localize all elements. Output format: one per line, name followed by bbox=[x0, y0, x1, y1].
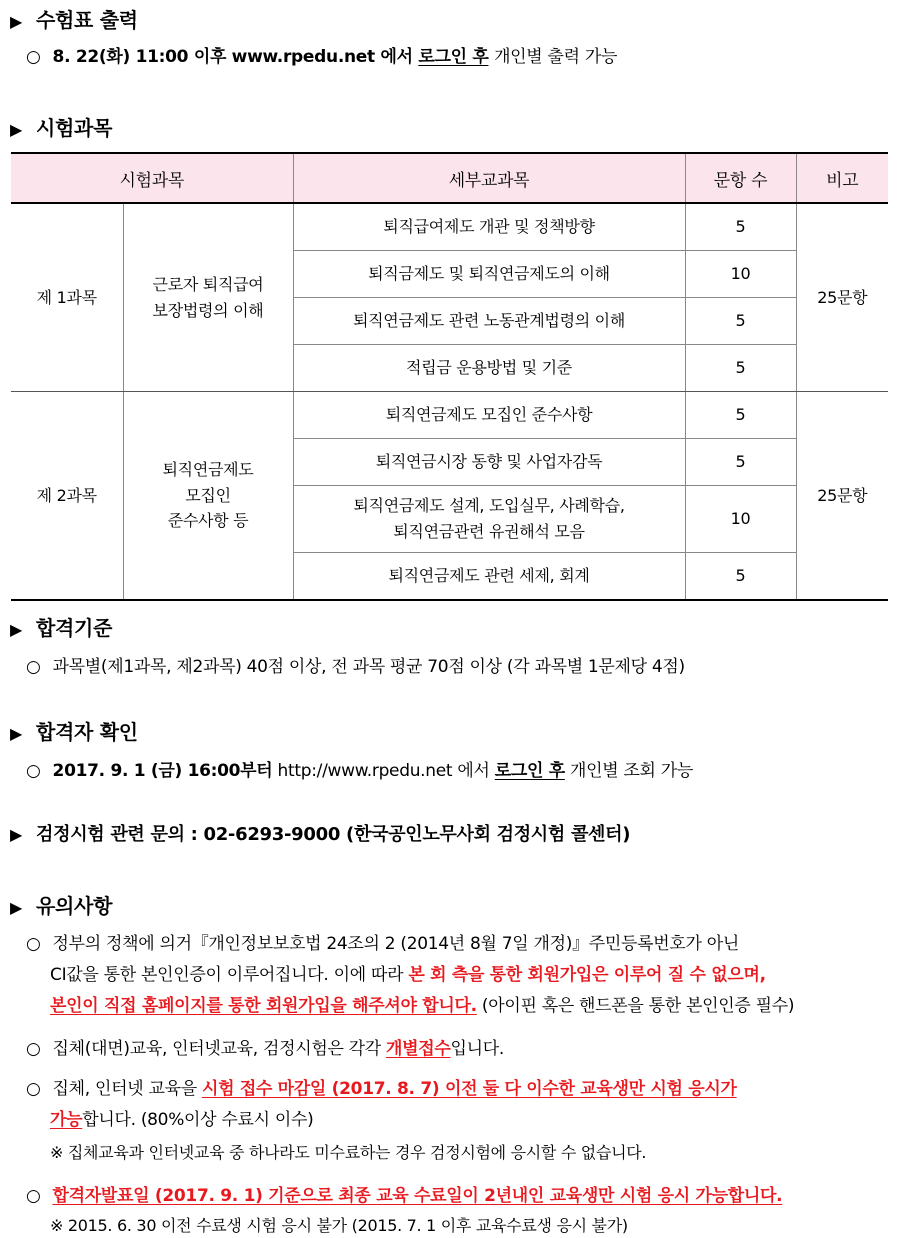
detail-cell: 퇴직연금시장 동향 및 사업자감독 bbox=[293, 439, 685, 486]
note-cell: 25문항 bbox=[796, 203, 888, 392]
count-cell: 5 bbox=[685, 392, 796, 439]
section-heading-inquiry bbox=[10, 820, 630, 846]
note-3-red-underlined: 시험 접수 마감일 (2017. 8. 7) 이전 둘 다 이수한 교육생만 시험 응시가 bbox=[201, 1079, 737, 1099]
circle-bullet-icon: ○ bbox=[26, 1186, 41, 1206]
count-cell: 10 bbox=[685, 251, 796, 298]
detail-line: 퇴직연금관련 유권해석 모음 bbox=[393, 522, 585, 541]
note-3-text-a: 집체, 인터넷 교육을 bbox=[52, 1079, 197, 1099]
note-1-line-3 bbox=[50, 991, 794, 1016]
detail-cell: 퇴직연금제도 모집인 준수사항 bbox=[293, 392, 685, 439]
section-title: 수험표 출력 bbox=[36, 8, 138, 32]
subject-name-line: 준수사항 등 bbox=[167, 511, 249, 531]
pass-check-date: 2017. 9. 1 (금) 16:00부터 bbox=[52, 761, 273, 781]
count-cell: 5 bbox=[685, 553, 796, 601]
pass-criteria-line bbox=[26, 652, 685, 677]
triangle-marker-icon: ▶ bbox=[10, 825, 23, 844]
pass-check-login-emphasis: 로그인 후 bbox=[494, 761, 565, 781]
note-1-red-text: 본 회 측을 통한 회원가입은 이루어 질 수 없으며, bbox=[408, 965, 766, 985]
count-cell: 10 bbox=[685, 486, 796, 553]
pass-check-line bbox=[26, 756, 693, 781]
subject-name bbox=[123, 203, 293, 392]
note-1-line-1 bbox=[26, 929, 739, 954]
detail-cell: 퇴직금제도 및 퇴직연금제도의 이해 bbox=[293, 251, 685, 298]
note-4-line bbox=[26, 1181, 782, 1206]
count-cell: 5 bbox=[685, 345, 796, 392]
note-3-line-1 bbox=[26, 1074, 737, 1099]
header-note: 비고 bbox=[796, 153, 888, 203]
detail-cell: 퇴직급여제도 개관 및 정책방향 bbox=[293, 203, 685, 251]
section-heading-notes bbox=[10, 890, 112, 919]
detail-line: 퇴직연금제도 설계, 도입실무, 사례학습, bbox=[353, 496, 625, 516]
ticket-login-emphasis: 로그인 후 bbox=[418, 47, 489, 67]
section-title: 시험과목 bbox=[36, 116, 113, 140]
detail-cell: 퇴직연금제도 관련 노동관계법령의 이해 bbox=[293, 298, 685, 345]
note-1-text-a: 정부의 정책에 의거『개인정보보호법 24조의 2 (2014년 8월 7일 개정)』주민등록번호가 아닌 bbox=[52, 934, 739, 954]
subject-name bbox=[123, 392, 293, 601]
subjects-table bbox=[11, 152, 888, 601]
header-count: 문항 수 bbox=[685, 153, 796, 203]
table-row bbox=[11, 392, 888, 439]
note-3-remark: ※ 집체교육과 인터넷교육 중 하나라도 미수료하는 경우 검정시험에 응시할 수 없습니다. bbox=[50, 1143, 647, 1162]
triangle-marker-icon: ▶ bbox=[10, 120, 23, 139]
section-heading-pass-criteria bbox=[10, 612, 112, 641]
note-3-line-2 bbox=[50, 1105, 313, 1130]
circle-bullet-icon: ○ bbox=[26, 761, 41, 781]
note-1-red-underlined: 본인이 직접 홈페이지를 통한 회원가입을 해주셔야 합니다. bbox=[50, 996, 477, 1016]
ticket-date: 8. 22(화) 11:00 이후 www.rpedu.net 에서 bbox=[52, 47, 413, 67]
header-detail: 세부교과목 bbox=[293, 153, 685, 203]
pass-criteria-text: 과목별(제1과목, 제2과목) 40점 이상, 전 과목 평균 70점 이상 (각 과목별 1문제당 4점) bbox=[52, 657, 685, 677]
inquiry-text: 검정시험 관련 문의 : 02-6293-9000 (한국공인노무사회 검정시험 콜센터) bbox=[36, 824, 631, 845]
triangle-marker-icon: ▶ bbox=[10, 620, 23, 639]
circle-bullet-icon: ○ bbox=[26, 657, 41, 677]
note-3-red-tail: 가능 bbox=[50, 1110, 83, 1130]
section-heading-subjects bbox=[10, 112, 112, 141]
triangle-marker-icon: ▶ bbox=[10, 898, 23, 917]
table-row bbox=[11, 203, 888, 251]
section-title: 합격기준 bbox=[36, 616, 113, 640]
detail-cell: 퇴직연금제도 관련 세제, 회계 bbox=[293, 553, 685, 601]
subject-label: 제 1과목 bbox=[11, 203, 123, 392]
ticket-rest: 개인별 출력 가능 bbox=[494, 47, 618, 67]
detail-cell bbox=[293, 486, 685, 553]
subject-name-line: 근로자 퇴직급여 bbox=[152, 274, 264, 294]
note-1-line-2 bbox=[50, 960, 766, 985]
section-title: 합격자 확인 bbox=[36, 720, 138, 744]
circle-bullet-icon: ○ bbox=[26, 47, 41, 67]
note-4-remark: ※ 2015. 6. 30 이전 수료생 시험 응시 불가 (2015. 7. 1 이후 교육수료생 응시 불가) bbox=[50, 1216, 628, 1235]
triangle-marker-icon: ▶ bbox=[10, 724, 23, 743]
pass-check-mid: http://www.rpedu.net 에서 bbox=[277, 761, 490, 781]
subject-name-line: 퇴직연금제도 bbox=[162, 460, 254, 480]
section-title: 유의사항 bbox=[36, 894, 113, 918]
note-2-text-c: 입니다. bbox=[450, 1039, 505, 1059]
count-cell: 5 bbox=[685, 439, 796, 486]
pass-check-rest: 개인별 조회 가능 bbox=[569, 761, 694, 781]
note-1-text-e: (아이핀 혹은 핸드폰을 통한 본인인증 필수) bbox=[481, 996, 795, 1016]
count-cell: 5 bbox=[685, 298, 796, 345]
count-cell: 5 bbox=[685, 203, 796, 251]
note-2-text-a: 집체(대면)교육, 인터넷교육, 검정시험은 각각 bbox=[52, 1039, 381, 1059]
note-2-emphasis: 개별접수 bbox=[386, 1039, 451, 1059]
triangle-marker-icon: ▶ bbox=[10, 12, 23, 31]
subject-label: 제 2과목 bbox=[11, 392, 123, 601]
note-cell: 25문항 bbox=[796, 392, 888, 601]
note-4-red-underlined: 합격자발표일 (2017. 9. 1) 기준으로 최종 교육 수료일이 2년내인 교육생만 시험 응시 가능합니다. bbox=[52, 1186, 783, 1206]
circle-bullet-icon: ○ bbox=[26, 1039, 41, 1059]
subject-name-line: 모집인 bbox=[185, 485, 231, 505]
section-heading-pass-check bbox=[10, 716, 138, 745]
header-subject: 시험과목 bbox=[11, 153, 293, 203]
circle-bullet-icon: ○ bbox=[26, 934, 41, 954]
note-3-text-d: 합니다. (80%이상 수료시 이수) bbox=[82, 1110, 314, 1130]
note-2-line bbox=[26, 1034, 504, 1059]
note-1-text-b: CI값을 통한 본인인증이 이루어집니다. 이에 따라 bbox=[50, 965, 404, 985]
subject-name-line: 보장법령의 이해 bbox=[152, 300, 264, 320]
table-header-row bbox=[11, 153, 888, 203]
ticket-info-line bbox=[26, 42, 617, 67]
section-heading-ticket bbox=[10, 4, 138, 33]
circle-bullet-icon: ○ bbox=[26, 1079, 41, 1099]
detail-cell: 적립금 운용방법 및 기준 bbox=[293, 345, 685, 392]
